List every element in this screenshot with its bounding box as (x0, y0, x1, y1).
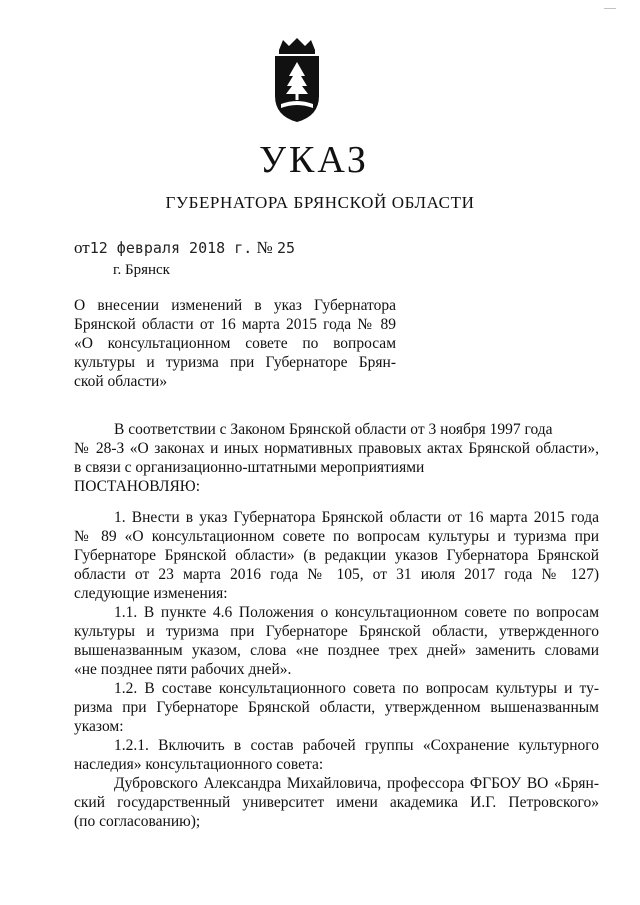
body-line: наследия» консультационного совета: (74, 756, 324, 773)
document-subject (74, 296, 396, 391)
preamble (74, 420, 599, 496)
body-line: № 28-З «О законах и иных нормативных правовых актах Брянской области», (74, 440, 599, 457)
number-sign: № (256, 238, 273, 257)
person-entry (74, 774, 599, 831)
body-line: в связи с организационно-штатными мероприятиями (74, 459, 425, 476)
item-1-2-1 (74, 736, 599, 774)
coat-of-arms-icon (271, 36, 323, 124)
document-title: УКАЗ (259, 139, 369, 181)
corner-mark: — (604, 0, 616, 14)
item-1 (74, 508, 599, 603)
body-line: 1.2. В составе консультационного совета по вопросам культуры и ту- (114, 680, 599, 697)
item-1-1 (74, 603, 599, 679)
date-prefix: от (74, 238, 90, 257)
body-line: № 89 «О консультационном совете по вопросам культуры и туризма при (74, 528, 599, 545)
date-line (74, 238, 295, 258)
item-1-2 (74, 679, 599, 736)
body-line: области от 23 марта 2016 года № 105, от 31 июля 2017 года № 127) (74, 566, 599, 583)
body-line: культуры и туризма при Губернаторе Брянской области, утвержденного (74, 623, 599, 640)
body-line: ский государственный университет имени академика И.Г. Петровского» (74, 794, 599, 811)
document-body (74, 420, 599, 831)
body-line: 1. Внести в указ Губернатора Брянской области от 16 марта 2015 года (114, 509, 599, 526)
body-line: Дубровского Александра Михайловича, профессора ФГБОУ ВО «Брян- (114, 775, 599, 792)
number-value: 25 (277, 239, 296, 257)
subject-line: Брянской области от 16 марта 2015 года № 89 (74, 316, 396, 333)
subject-line: «О консультационном совете по вопросам (74, 335, 396, 352)
subject-line: О внесении изменений в указ Губернатора (74, 297, 396, 314)
place-of-issue: г. Брянск (113, 262, 170, 278)
subject-line: ской области» (74, 373, 168, 390)
subject-line: культуры и туризма при Губернаторе Брян- (74, 354, 396, 371)
body-line: (по согласованию); (74, 813, 201, 830)
body-line: 1.1. В пункте 4.6 Положения о консультационном совете по вопросам (114, 604, 599, 621)
body-line: вышеназванным указом, слова «не позднее трех дней» заменить словами (74, 642, 599, 659)
body-line: ПОСТАНОВЛЯЮ: (74, 478, 201, 495)
document-subtitle: ГУБЕРНАТОРА БРЯНСКОЙ ОБЛАСТИ (165, 193, 475, 212)
body-line: Губернаторе Брянской области» (в редакции указов Губернатора Брянской (74, 547, 599, 564)
body-line: В соответствии с Законом Брянской области от 3 ноября 1997 года (114, 421, 553, 438)
body-line: следующие изменения: (74, 585, 228, 602)
body-line: ризма при Губернаторе Брянской области, утвержденном вышеназванным (74, 699, 599, 716)
body-line: «не позднее пяти рабочих дней». (74, 661, 292, 678)
body-line: 1.2.1. Включить в состав рабочей группы «Сохранение культурного (114, 737, 599, 754)
date-value: 12 февраля 2018 г. (89, 239, 253, 257)
body-line: указом: (74, 718, 124, 735)
